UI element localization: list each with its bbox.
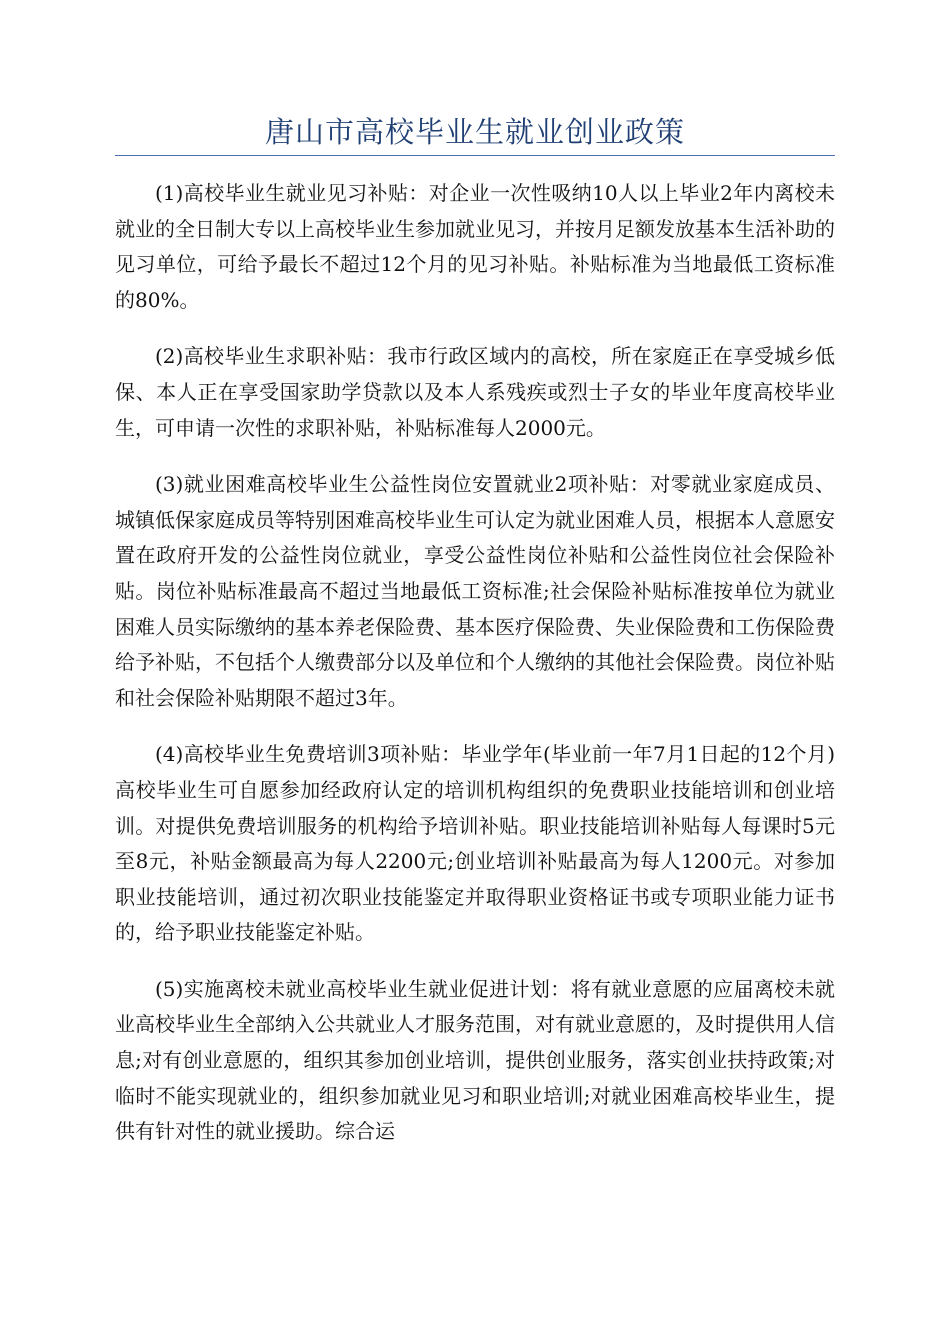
document-title: 唐山市高校毕业生就业创业政策 xyxy=(264,115,685,149)
title-underline xyxy=(115,155,835,156)
paragraph-job-seeking-subsidy: (2)高校毕业生求职补贴：我市行政区域内的高校，所在家庭正在享受城乡低保、本人正在享受国家助学贷款以及本人系残疾或烈士子女的毕业年度高校毕业生，可申请一次性的求职补贴，补贴标准每人2000元。 xyxy=(115,344,835,440)
paragraph-public-welfare-post-subsidy: (3)就业困难高校毕业生公益性岗位安置就业2项补贴：对零就业家庭成员、城镇低保家庭成员等特别困难高校毕业生可认定为就业困难人员，根据本人意愿安置在政府开发的公益性岗位就业，享受公益性岗位补贴和公益性岗位社会保险补贴。岗位补贴标准最高不超过当地最低工资标准;社会保险补贴标准按单位为就业困难人员实际缴纳的基本养老保险费、基本医疗保险费、失业保险费和工伤保险费给予补贴，不包括个人缴费部分以及单位和个人缴纳的其他社会保险费。岗位补贴和社会保险补贴期限不超过3年。 xyxy=(115,472,835,710)
paragraph-internship-subsidy: (1)高校毕业生就业见习补贴：对企业一次性吸纳10人以上毕业2年内离校未就业的全日制大专以上高校毕业生参加就业见习，并按月足额发放基本生活补助的见习单位，可给予最长不超过12个月的见习补贴。补贴标准为当地最低工资标准的80%。 xyxy=(115,181,835,312)
paragraph-free-training-subsidy: (4)高校毕业生免费培训3项补贴：毕业学年(毕业前一年7月1日起的12个月)高校毕业生可自愿参加经政府认定的培训机构组织的免费职业技能培训和创业培训。对提供免费培训服务的机构给予培训补贴。职业技能培训补贴每人每课时5元至8元，补贴金额最高为每人2200元;创业培训补贴最高为每人1200元。对参加职业技能培训，通过初次职业技能鉴定并取得职业资格证书或专项职业能力证书的，给予职业技能鉴定补贴。 xyxy=(115,742,835,945)
document-body xyxy=(115,176,835,1171)
paragraph-employment-promotion-plan: (5)实施离校未就业高校毕业生就业促进计划：将有就业意愿的应届离校未就业高校毕业生全部纳入公共就业人才服务范围，对有就业意愿的，及时提供用人信息;对有创业意愿的，组织其参加创业培训，提供创业服务，落实创业扶持政策;对临时不能实现就业的，组织参加就业见习和职业培训;对就业困难高校毕业生，提供有针对性的就业援助。综合运 xyxy=(115,976,835,1144)
